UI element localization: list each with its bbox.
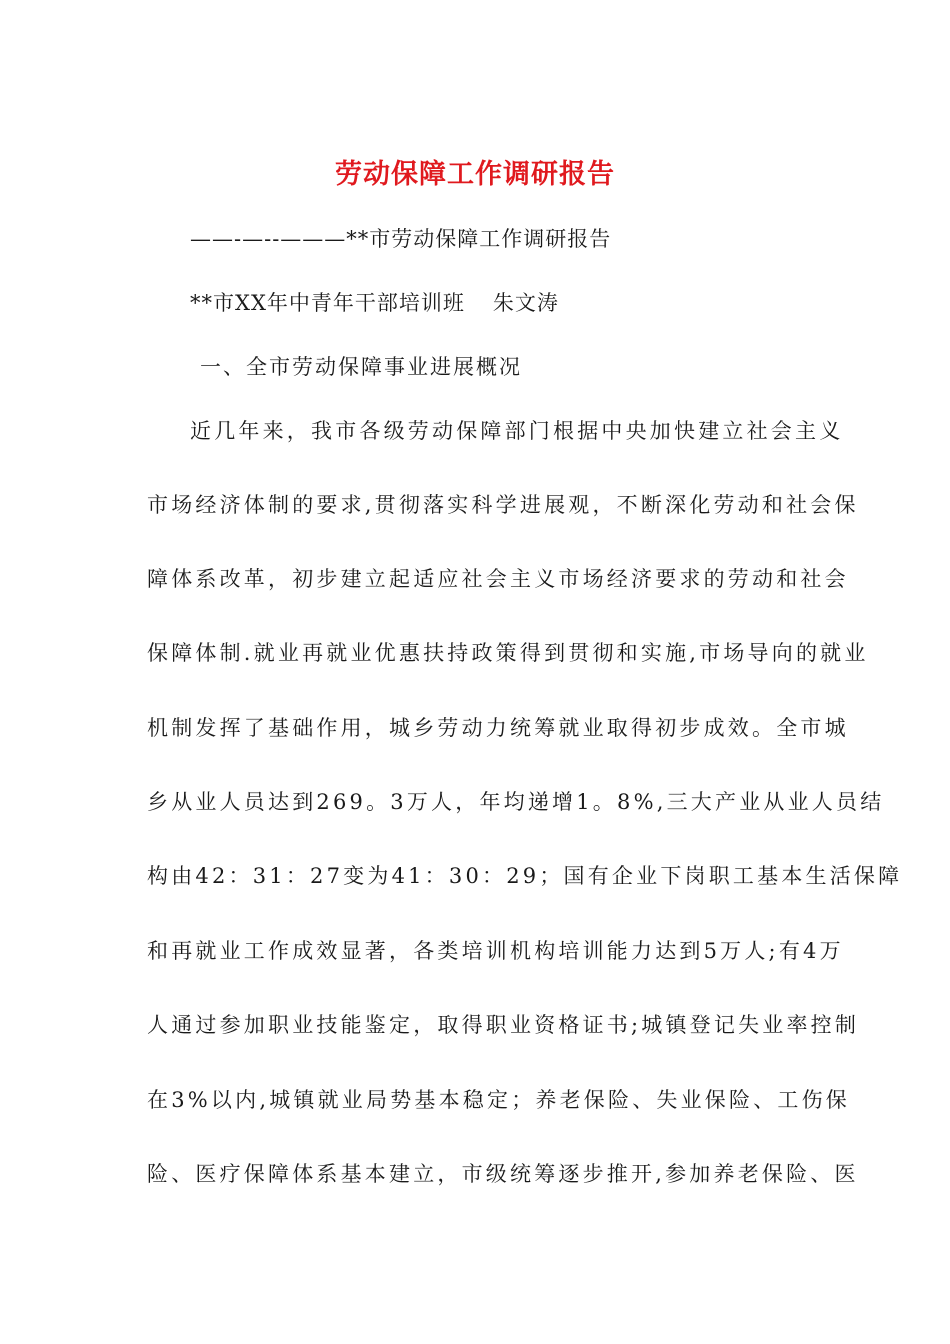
paragraph-line: 近几年来，我市各级劳动保障部门根据中央加快建立社会主义 xyxy=(190,419,844,443)
paragraph-line: 障体系改革，初步建立起适应社会主义市场经济要求的劳动和社会 xyxy=(147,567,849,591)
author-affiliation: **市XX年中青年干部培训班 xyxy=(190,291,465,315)
paragraph-line: 市场经济体制的要求,贯彻落实科学进展观，不断深化劳动和社会保 xyxy=(147,493,859,517)
document-subtitle: ——-—--———**市劳动保障工作调研报告 xyxy=(190,227,612,251)
author-name: 朱文涛 xyxy=(492,291,559,315)
paragraph-line: 保障体制.就业再就业优惠扶持政策得到贯彻和实施,市场导向的就业 xyxy=(147,641,869,665)
document-title: 劳动保障工作调研报告 xyxy=(335,159,615,190)
section-heading: 一、全市劳动保障事业进展概况 xyxy=(200,355,522,379)
paragraph-line: 人通过参加职业技能鉴定，取得职业资格证书;城镇登记失业率控制 xyxy=(147,1013,860,1037)
paragraph-line: 和再就业工作成效显著，各类培训机构培训能力达到5万人;有4万 xyxy=(147,939,844,963)
author-line xyxy=(190,288,559,318)
paragraph-line: 构由42：31：27变为41：30：29；国有企业下岗职工基本生活保障 xyxy=(147,864,903,888)
paragraph-line: 在3%以内,城镇就业局势基本稳定；养老保险、失业保险、工伤保 xyxy=(147,1088,850,1112)
paragraph-line: 机制发挥了基础作用，城乡劳动力统筹就业取得初步成效。全市城 xyxy=(147,716,849,740)
paragraph-line: 险、医疗保障体系基本建立，市级统筹逐步推开,参加养老保险、医 xyxy=(147,1162,859,1186)
paragraph-line: 乡从业人员达到269。3万人，年均递增1。8%,三大产业从业人员结 xyxy=(147,790,885,814)
